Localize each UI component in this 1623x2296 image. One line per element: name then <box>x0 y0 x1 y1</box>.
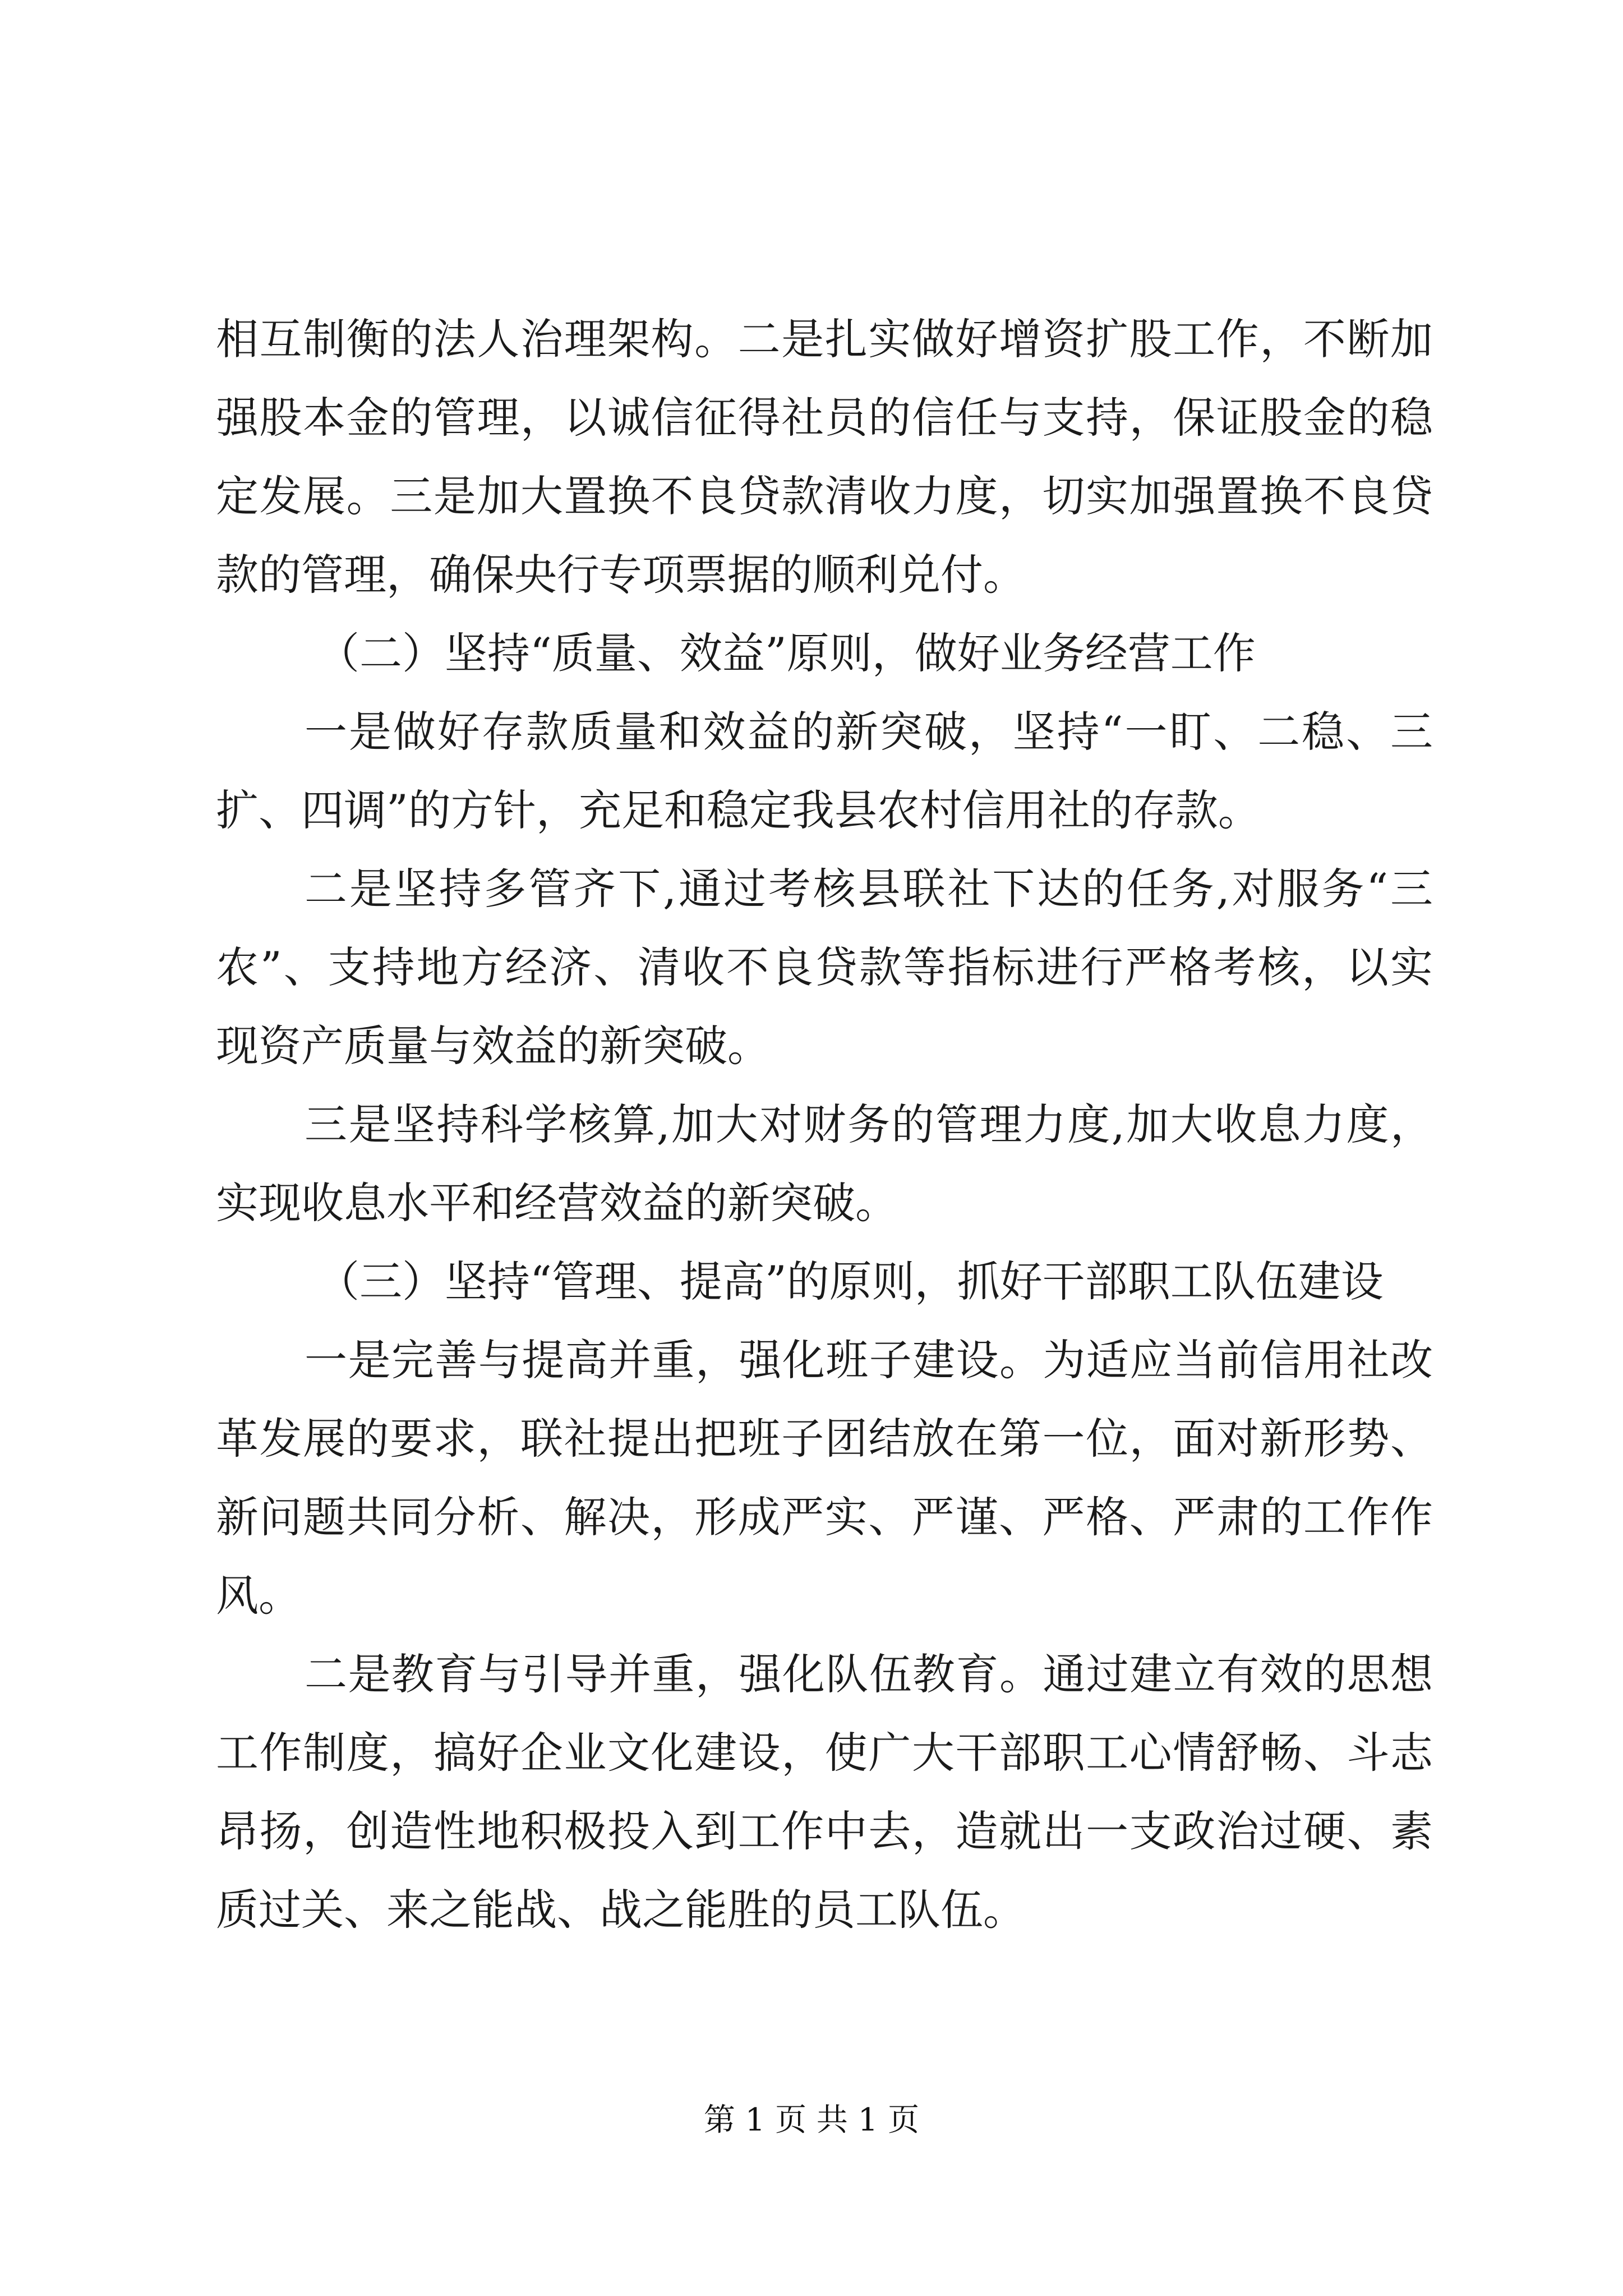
text-line: 三是坚持科学核算,加大对财务的管理力度,加大收息力度， <box>305 1099 1433 1149</box>
text-line: 工作制度，搞好企业文化建设，使广大干部职工心情舒畅、斗志 <box>216 1728 1433 1778</box>
text-line: 新问题共同分析、解决，形成严实、严谨、严格、严肃的工作作 <box>216 1492 1433 1542</box>
text-line: 革发展的要求，联社提出把班子团结放在第一位，面对新形势、 <box>216 1414 1433 1464</box>
text-line: 昂扬，创造性地积极投入到工作中去，造就出一支政治过硬、素 <box>216 1806 1433 1856</box>
text-line: 实现收息水平和经营效益的新突破。 <box>216 1178 898 1228</box>
section-heading: （二）坚持“质量、效益”原则，做好业务经营工作 <box>317 628 1256 678</box>
text-line: 相互制衡的法人治理架构。二是扎实做好增资扩股工作，不断加 <box>216 314 1433 364</box>
text-line: 二是坚持多管齐下,通过考核县联社下达的任务,对服务“三 <box>305 864 1433 914</box>
text-line: 风。 <box>216 1571 301 1621</box>
section-heading: （三）坚持“管理、提高”的原则，抓好干部职工队伍建设 <box>317 1257 1384 1306</box>
text-line: 质过关、来之能战、战之能胜的员工队伍。 <box>216 1885 1026 1935</box>
page-footer: 第 1 页 共 1 页 <box>703 2102 920 2138</box>
text-line: 扩、四调”的方针，充足和稳定我县农村信用社的存款。 <box>216 785 1261 835</box>
text-line: 二是教育与引导并重，强化队伍教育。通过建立有效的思想 <box>305 1649 1433 1699</box>
text-line: 现资产质量与效益的新突破。 <box>216 1021 770 1071</box>
text-line: 强股本金的管理，以诚信征得社员的信任与支持，保证股金的稳 <box>216 393 1433 443</box>
text-line: 农”、支持地方经济、清收不良贷款等指标进行严格考核，以实 <box>216 942 1433 992</box>
text-line: 一是做好存款质量和效益的新突破，坚持“一盯、二稳、三 <box>305 707 1433 757</box>
text-line: 定发展。三是加大置换不良贷款清收力度，切实加强置换不良贷 <box>216 471 1433 521</box>
text-line: 款的管理，确保央行专项票据的顺利兑付。 <box>216 550 1026 600</box>
text-line: 一是完善与提高并重，强化班子建设。为适应当前信用社改 <box>305 1335 1433 1385</box>
